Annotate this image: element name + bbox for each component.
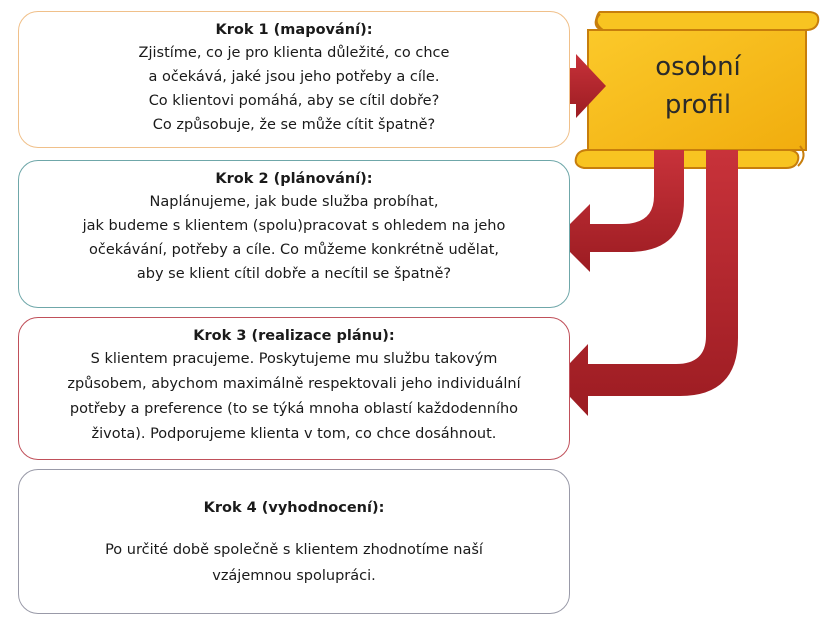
- step-1-line: Zjistíme, co je pro klienta důležité, co chce: [138, 45, 450, 61]
- step-3-line: života). Podporujeme klienta v tom, co chce dosáhnout.: [91, 426, 497, 442]
- step-1-body: [139, 41, 450, 137]
- step-3-line: potřeby a preference (to se týká mnoha oblastí každodenního: [69, 401, 519, 417]
- profile-label-line2: profil: [664, 90, 732, 120]
- step-3-line: S klientem pracujeme. Poskytujeme mu službu takovým: [90, 351, 498, 367]
- step-4-body: [105, 537, 483, 589]
- step-3-box: [18, 317, 570, 460]
- arrow-profile-to-step3: [554, 150, 738, 416]
- step-2-line: jak budeme s klientem (spolu)pracovat s ohledem na jeho: [82, 218, 506, 234]
- step-3-title: Krok 3 (realizace plánu):: [193, 328, 395, 344]
- step-2-box: [18, 160, 570, 308]
- step-2-line: aby se klient cítil dobře a necítil se špatně?: [136, 266, 452, 282]
- step-3-line: způsobem, abychom maximálně respektovali jeho individuální: [67, 376, 521, 392]
- step-1-box: [18, 11, 570, 148]
- step-4-line: vzájemnou spolupráci.: [212, 568, 376, 584]
- step-4-title: Krok 4 (vyhodnocení):: [203, 500, 385, 516]
- step-1-title: Krok 1 (mapování):: [215, 22, 373, 38]
- step-2-body: [83, 190, 506, 286]
- step-1-line: a očekává, jaké jsou jeho potřeby a cíle.: [148, 69, 440, 85]
- step-4-box: [18, 469, 570, 614]
- step-2-line: Naplánujeme, jak bude služba probíhat,: [149, 194, 439, 210]
- profile-label: [600, 48, 796, 124]
- step-1-line: Co klientovi pomáhá, aby se cítil dobře?: [148, 93, 440, 109]
- step-4-line: Po určité době společně s klientem zhodnotíme naší: [105, 542, 483, 558]
- step-1-line: Co způsobuje, že se může cítit špatně?: [152, 117, 436, 133]
- step-2-title: Krok 2 (plánování):: [215, 171, 373, 187]
- step-3-body: [67, 347, 520, 447]
- step-2-line: očekávání, potřeby a cíle. Co můžeme konkrétně udělat,: [88, 242, 499, 258]
- profile-label-line1: osobní: [655, 52, 741, 82]
